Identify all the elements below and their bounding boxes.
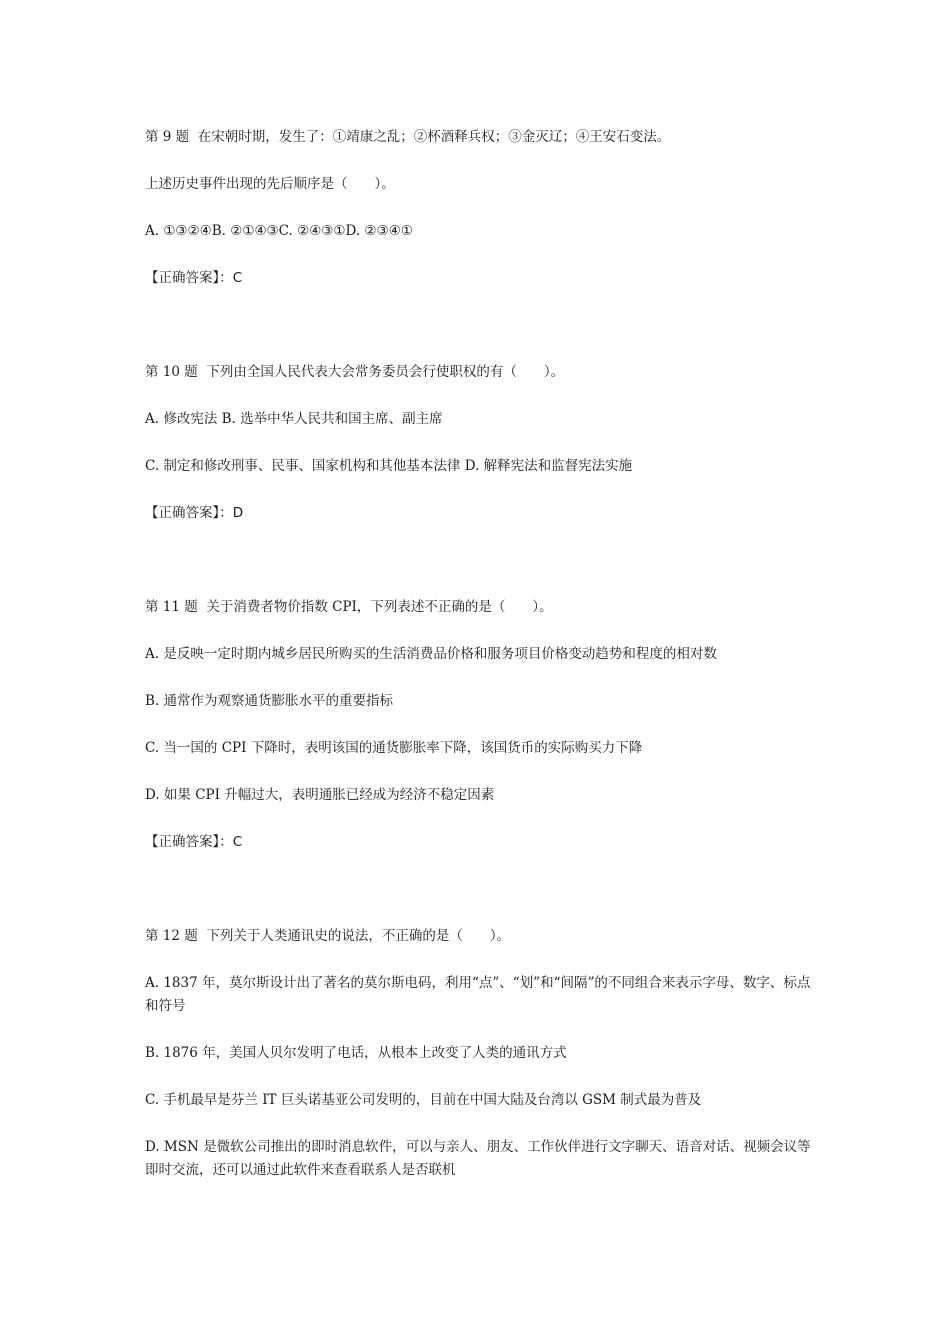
question-9-prompt: 上述历史事件出现的先后顺序是（ ）。 xyxy=(145,176,395,192)
question-10-answer: 【正确答案】：D xyxy=(145,505,244,521)
question-11 xyxy=(145,596,815,854)
question-11-stem: 第 11 题 关于消费者物价指数 CPI，下列表述不正确的是（ ）。 xyxy=(145,599,553,615)
question-10 xyxy=(145,361,815,525)
question-11-option-c: C. 当一国的 CPI 下降时，表明该国的通货膨胀率下降，该国货币的实际购买力下降 xyxy=(145,740,643,756)
question-9-answer: 【正确答案】：C xyxy=(145,270,243,286)
question-11-answer: 【正确答案】：C xyxy=(145,834,243,850)
question-12-option-d: D. MSN 是微软公司推出的即时消息软件，可以与亲人、朋友、工作伙伴进行文字聊天、语音对话、视频会议等即时交流，还可以通过此软件来查看联系人是否联机 xyxy=(145,1139,811,1178)
question-12-stem: 第 12 题 下列关于人类通讯史的说法，不正确的是（ ）。 xyxy=(145,928,511,944)
question-10-options-cd: C. 制定和修改刑事、民事、国家机构和其他基本法律 D. 解释宪法和监督宪法实施 xyxy=(145,458,633,474)
question-12-option-b: B. 1876 年，美国人贝尔发明了电话，从根本上改变了人类的通讯方式 xyxy=(145,1045,567,1061)
question-12-option-c: C. 手机最早是芬兰 IT 巨头诺基亚公司发明的，目前在中国大陆及台湾以 GSM 制式最为普及 xyxy=(145,1092,702,1108)
question-9-options: A. ①③②④B. ②①④③C. ②④③①D. ②③④① xyxy=(145,223,413,239)
question-10-options-ab: A. 修改宪法 B. 选举中华人民共和国主席、副主席 xyxy=(145,411,443,427)
question-11-option-b: B. 通常作为观察通货膨胀水平的重要指标 xyxy=(145,693,394,709)
document-page xyxy=(145,126,815,1206)
question-11-option-d: D. 如果 CPI 升幅过大，表明通胀已经成为经济不稳定因素 xyxy=(145,787,495,803)
question-10-stem: 第 10 题 下列由全国人民代表大会常务委员会行使职权的有（ ）。 xyxy=(145,364,565,380)
question-9 xyxy=(145,126,815,290)
question-9-stem: 第 9 题 在宋朝时期，发生了：①靖康之乱；②杯酒释兵权；③金灭辽；④王安石变法。 xyxy=(145,129,671,145)
question-11-option-a: A. 是反映一定时期内城乡居民所购买的生活消费品价格和服务项目价格变动趋势和程度的相对数 xyxy=(145,646,717,662)
question-12-option-a: A. 1837 年，莫尔斯设计出了著名的莫尔斯电码，利用“点”、“划”和“间隔”的不同组合来表示字母、数字、标点和符号 xyxy=(145,975,811,1014)
question-12 xyxy=(145,925,815,1182)
